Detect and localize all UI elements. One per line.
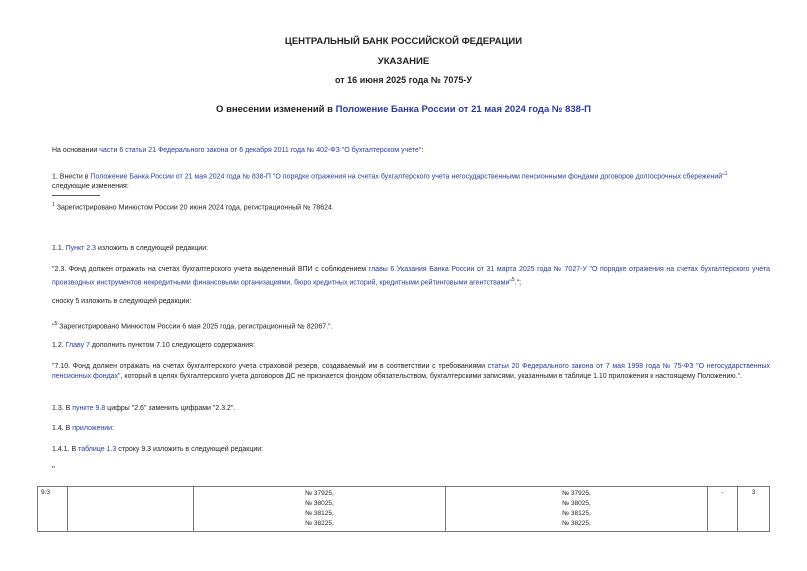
directive-7027-link[interactable]: главы 6 Указания Банка России от 31 марта 2025 года № 7027-У "О порядке отражения на счетах бухгалтерского учета производных инструментов некредитными финансовыми организациями, бюро кредитных историй, кредитными рейтинговыми агентствами" [52,266,770,287]
quote-open-mark: " [52,465,55,474]
item-1-4-paragraph: 1.4. В приложении: [52,425,115,432]
item-1-4-1-paragraph: 1.4.1. В таблице 1.3 строку 9.3 изложить в следующей редакции: [52,446,264,453]
footnote-divider [52,195,100,196]
table-row [38,487,770,532]
amendment-table [37,486,770,532]
regulation-838-link[interactable]: Положение Банка России от 21 мая 2024 года № 838-П "О порядке отражения на счетах бухгалтерского учета негосударственными пенсионными фондами договоров долгосрочных сбережений" [90,173,725,181]
title-prefix: О внесении изменений в [216,104,336,115]
credit-accounts-cell: № 37925, № 38025, № 38125, № 38225, [446,487,708,532]
empty-cell [68,487,194,532]
issuer-heading: ЦЕНТРАЛЬНЫЙ БАНК РОССИЙСКОЙ ФЕДЕРАЦИИ [284,36,523,47]
basis-paragraph: На основании части 6 статьи 21 Федерального закона от 6 декабря 2011 года № 402-ФЗ "О бухгалтерском учете": [52,147,424,154]
law-75-fz-link[interactable]: статьи 20 Федерального закона от 7 мая 1998 года № 75-ФЗ "О негосударственных пенсионных фондах" [52,363,770,380]
quote-7-10: "7.10. Фонд должен отражать на счетах бухгалтерского учета страховой резерв, создаваемый им в соответствии с требованиями статьи 20 Федерального закона от 7 мая 1998 года № 75-ФЗ "О негосударственных пенсионных фондах", который в целях бухгалтерского учета договоров ДС не признается фондом обязательством, бухгалтерскими записями, указанными в таблице 1.10 приложения к настоящему Положению.". [52,363,770,380]
document-date: от 16 июня 2025 года № 7075-У [335,75,472,85]
footnote-5-text: "$^5$ Зарегистрировано Минюстом России 6 мая 2025 года, регистрационный № 82067.". [52,321,333,331]
item-1-3-paragraph: 1.3. В пункте 9.8 цифры "2.6" заменить цифрами "2.3.2". [52,405,236,412]
footnote-1: $^1$ Зарегистрировано Минюстом России 20 июня 2024 года, регистрационный № 78624. [52,202,334,212]
quote-2-3: "2.3. Фонд должен отражать на счетах бухгалтерского учета выделенный ВПИ с соблюдением главы 6 Указания Банка России от 31 марта 2025 года № 7027-У "О порядке отражения на счетах бухгалтерского учета производных инструментов некредитными финансовыми организациями, бюро кредитных историй, кредитными рейтинговыми агентствами"$^5$."; [52,266,770,287]
row-number: 9.3 [38,487,68,532]
last-cell: 3 [738,487,770,532]
document-title [0,104,807,115]
table-1-3-link[interactable]: таблице 1.3 [78,446,117,453]
point-2-3-link[interactable]: Пункт 2.3 [65,245,97,252]
footnote-5-intro: сноску 5 изложить в следующей редакции: [52,298,192,305]
item-1-2-paragraph: 1.2. Главу 7 дополнить пунктом 7.10 следующего содержания: [52,342,255,349]
title-link[interactable]: Положение Банка России от 21 мая 2024 года № 838-П [335,104,591,115]
dash-cell: - [708,487,738,532]
chapter-7-link[interactable]: Главу 7 [65,342,90,349]
point-9-8-link[interactable]: пункте 9.8 [72,405,106,412]
footnote-ref-1[interactable]: 1 [724,171,728,177]
item-1-1-paragraph: 1.1. Пункт 2.3 изложить в следующей редакции: [52,245,209,252]
appendix-link[interactable]: приложении [72,425,113,432]
document-type: УКАЗАНИЕ [377,56,430,67]
basis-law-link[interactable]: части 6 статьи 21 Федерального закона от 6 декабря 2011 года № 402-ФЗ "О бухгалтерском учете" [99,147,422,154]
debit-accounts-cell: № 37925, № 38025, № 38125, № 38225, [194,487,446,532]
item-1-paragraph: 1. Внести в Положение Банка России от 21 мая 2024 года № 838-П "О порядке отражения на счетах бухгалтерского учета негосударственными пенсионными фондами договоров долгосрочных сбережений"$^1$ следующие изменения: [52,171,728,191]
